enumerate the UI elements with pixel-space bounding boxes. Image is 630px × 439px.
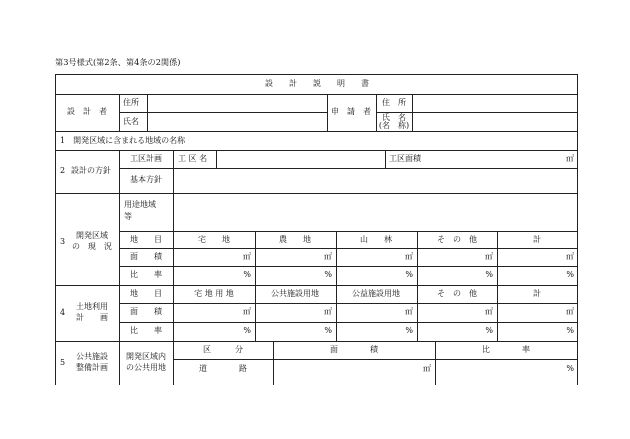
column-header: 公益施設用地 [352,289,400,298]
table-rule [119,231,578,232]
column-header: そ の 他 [437,235,477,244]
column-header-ratio: 比 率 [482,345,530,354]
area-unit: ㎡ [405,252,413,261]
area-unit: ㎡ [566,252,574,261]
designer-name-label: 氏名 [123,117,139,126]
table-rule [119,168,578,169]
section-5-number: 5 [60,358,66,367]
table-rule [119,94,120,131]
area-unit: ㎡ [324,307,332,316]
section-4-label: 土地利用 [76,302,108,311]
table-rule [255,285,256,341]
section-4-label: 計 画 [76,313,108,322]
column-header: 農 地 [279,235,311,244]
table-rule [119,112,327,113]
public-land-label: 開発区域内 [126,352,166,361]
zone-area-label: 工区面積 [389,154,421,163]
row-ratio: 比 率 [130,326,162,335]
table-rule [119,303,578,304]
table-rule [173,359,578,360]
column-header: 山 林 [360,235,392,244]
ratio-unit: % [566,270,574,279]
table-rule [385,150,386,168]
table-rule [417,285,418,341]
form-caption: 第3号様式(第2条、第4条の2関係) [55,57,181,67]
section-3-label: 開発区域 [76,231,108,240]
ratio-unit: % [566,326,574,335]
ratio-unit: % [485,326,493,335]
area-unit: ㎡ [243,307,251,316]
table-rule [497,231,498,285]
area-unit: ㎡ [485,252,493,261]
table-rule [336,231,337,285]
table-border-right [577,74,578,385]
row-land-category: 地 目 [130,289,162,298]
table-rule [417,231,418,285]
table-rule [435,341,436,385]
ratio-unit: % [405,326,413,335]
table-rule [173,168,174,193]
table-border-top [55,74,578,75]
column-header-area: 面 積 [330,345,378,354]
section-4-number: 4 [60,308,66,317]
table-rule [55,150,578,151]
table-rule [119,193,120,285]
table-rule [55,193,578,194]
row-area: 面 積 [130,307,162,316]
area-unit: ㎡ [324,252,332,261]
form-title: 設 計 説 明 書 [265,79,369,88]
row-road: 道 路 [199,364,247,373]
table-rule [55,94,578,95]
table-rule [119,285,120,341]
table-rule [376,94,377,131]
column-header: そ の 他 [437,289,477,298]
table-rule [119,322,578,323]
table-rule [55,341,578,342]
table-rule [327,94,328,131]
table-rule [147,94,148,131]
area-unit: ㎡ [566,307,574,316]
table-border-left [55,74,56,385]
table-rule [55,131,578,132]
zone-area-unit: ㎡ [566,154,574,163]
column-header: 計 [533,235,541,244]
zone-name-label: 工 区 名 [178,154,208,163]
column-header: 宅 地 用 地 [194,289,234,298]
table-rule [119,150,120,193]
ratio-unit: % [485,270,493,279]
table-rule [119,248,578,249]
table-rule [173,193,174,231]
designer-label: 設 計 者 [67,107,107,116]
section-1-label: 1 開発区域に含まれる地域の名称 [60,136,186,145]
section-3-number: 3 [60,237,66,246]
table-rule [497,285,498,341]
column-header: 公共施設用地 [271,289,319,298]
column-header: 計 [533,289,541,298]
applicant-name-note: (名 称) [378,121,410,130]
ratio-unit: % [405,270,413,279]
ratio-unit: % [243,270,251,279]
table-rule [173,150,174,168]
table-rule [173,341,174,385]
table-rule [173,231,174,285]
row-area: 面 積 [130,252,162,261]
area-unit: ㎡ [423,364,431,373]
row-ratio: 比 率 [130,270,162,279]
zone-plan-label: 工区計画 [130,154,162,163]
column-header: 宅 地 [198,235,230,244]
applicant-address-label: 住 所 [382,98,406,107]
section-3-label: の 現 況 [72,242,112,251]
area-unit: ㎡ [405,307,413,316]
section-2-label: 設計の方針 [71,166,111,175]
use-zone-label: 等 [124,212,132,221]
applicant-name-label: 氏 名 [382,113,406,122]
use-zone-label: 用途地域 [124,200,156,209]
ratio-unit: % [243,326,251,335]
table-rule [55,285,578,286]
table-rule [273,341,274,385]
table-rule [119,266,578,267]
table-rule [376,112,578,113]
ratio-unit: % [324,270,332,279]
ratio-unit: % [324,326,332,335]
design-statement-form [55,74,578,385]
table-rule [216,150,217,168]
column-header-division: 区 分 [203,345,243,354]
row-land-category: 地 目 [130,235,162,244]
ratio-unit: % [566,364,574,373]
table-rule [412,94,413,131]
table-rule [173,285,174,341]
table-rule [119,341,120,385]
area-unit: ㎡ [485,307,493,316]
public-land-label: の公共用地 [126,363,166,372]
section-5-label: 整備計画 [76,363,108,372]
section-5-label: 公共施設 [76,352,108,361]
area-unit: ㎡ [243,252,251,261]
applicant-label: 申 請 者 [331,107,371,116]
basic-policy-label: 基本方針 [130,175,162,184]
designer-address-label: 住所 [123,98,139,107]
table-rule [255,231,256,285]
section-2-number: 2 [60,166,66,175]
table-rule [336,285,337,341]
